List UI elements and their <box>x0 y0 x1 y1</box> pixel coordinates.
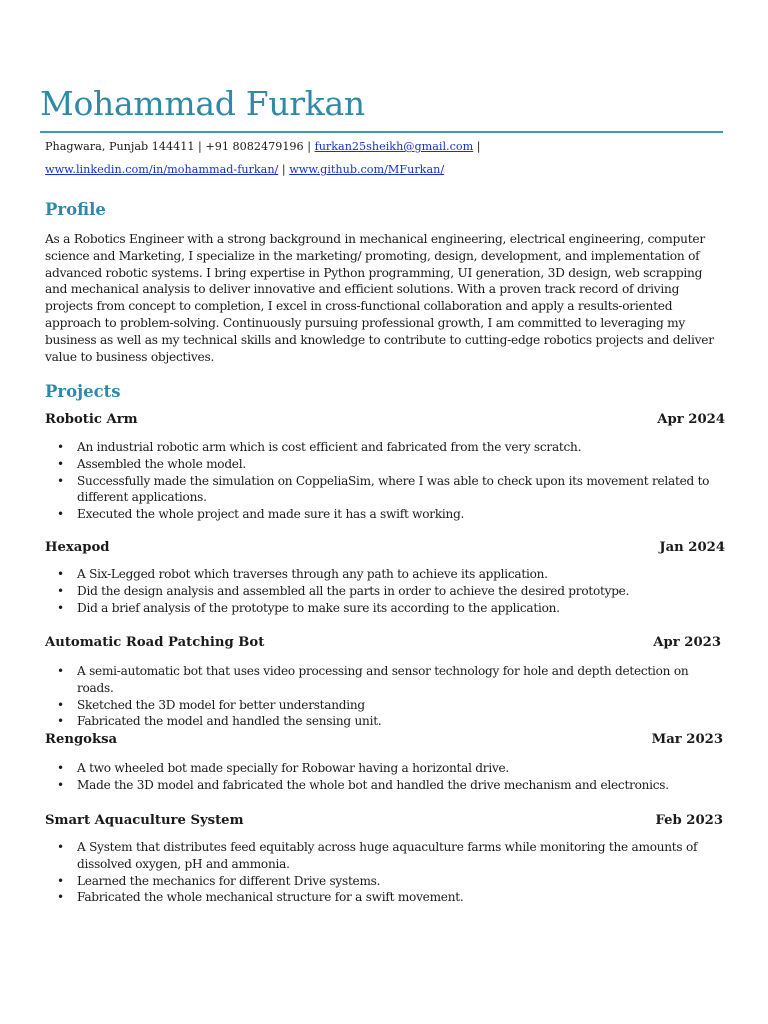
project-date: Jan 2024 <box>659 540 725 555</box>
location-phone: Phagwara, Punjab 144411 | +91 8082479196 | <box>45 140 315 153</box>
bullet-dot-icon: • <box>57 583 64 598</box>
project-name: Automatic Road Patching Bot <box>45 635 265 650</box>
projects-heading: Projects <box>45 382 121 401</box>
project-name: Rengoksa <box>45 732 118 747</box>
bullet-item: • Executed the whole project and made sure it has a swift working. <box>57 507 465 522</box>
bullet-dot-icon: • <box>57 890 64 905</box>
bullet-dot-icon: • <box>57 456 64 471</box>
project-bullets <box>45 760 727 794</box>
profile-summary: As a Robotics Engineer with a strong background in mechanical engineering, electrical engineering, computer science and Marketing, I specialize in the marketing/ promoting, design, development, and implementation of advanced robotic systems. I bring expertise in Python programming, UI generation, 3D design, web scrapping and mechanical analysis to deliver innovative and efficient solutions. With a proven track record of driving projects from concept to completion, I excel in cross-functional collaboration and apply a results-oriented approach to problem-solving. Continuously pursuing professional growth, I am committed to leveraging my business as well as my technical skills and knowledge to contribute to cutting-edge robotics projects and deliver value to business objectives. <box>45 232 714 364</box>
github-link[interactable]: www.github.com/MFurkan/ <box>289 163 445 176</box>
project-date: Mar 2023 <box>651 732 723 747</box>
bullet-dot-icon: • <box>57 840 64 854</box>
project-entry <box>45 732 725 792</box>
contact-line-1 <box>45 140 481 153</box>
bullet-dot-icon: • <box>57 600 64 615</box>
bullet-item: • Did the design analysis and assembled all the parts in order to achieve the desired prototype. <box>57 583 630 598</box>
bullet-dot-icon: • <box>57 440 64 454</box>
linkedin-link[interactable]: www.linkedin.com/in/mohammad-furkan/ <box>45 163 279 176</box>
project-bullets <box>45 663 727 730</box>
bullet-dot-icon: • <box>57 473 64 488</box>
project-bullets <box>45 439 727 523</box>
bullet-item: • Did a brief analysis of the prototype to make sure its according to the application. <box>57 600 560 615</box>
bullet-dot-icon: • <box>57 664 64 678</box>
project-name: Hexapod <box>45 540 110 555</box>
contact-separator: | <box>473 140 481 153</box>
bullet-dot-icon: • <box>57 567 64 581</box>
project-entry <box>45 635 725 729</box>
bullet-item: • Fabricated the model and handled the sensing unit. <box>57 714 382 729</box>
profile-heading: Profile <box>45 200 106 219</box>
bullet-item: • Made the 3D model and fabricated the whole bot and handled the drive mechanism and electronics. <box>57 777 669 792</box>
bullet-item: • A two wheeled bot made specially for Robowar having a horizontal drive. <box>57 761 510 775</box>
bullet-item: • An industrial robotic arm which is cost efficient and fabricated from the very scratch. <box>57 440 582 454</box>
bullet-item: • A System that distributes feed equitably across huge aquaculture farms while monitoring the amounts of dissolved oxygen, pH and ammonia. <box>57 840 698 871</box>
bullet-dot-icon: • <box>57 697 64 712</box>
header-divider <box>40 131 723 133</box>
project-bullets <box>45 839 727 906</box>
bullet-dot-icon: • <box>57 873 64 888</box>
bullet-item: • Fabricated the whole mechanical structure for a swift movement. <box>57 890 464 905</box>
bullet-dot-icon: • <box>57 507 64 522</box>
project-name: Robotic Arm <box>45 412 138 427</box>
project-name: Smart Aquaculture System <box>45 813 244 828</box>
bullet-item: • Successfully made the simulation on CoppeliaSim, where I was able to check upon its movement related to different applications. <box>57 473 710 505</box>
contact-separator: | <box>278 163 290 176</box>
bullet-item: • A Six-Legged robot which traverses through any path to achieve its application. <box>57 567 548 581</box>
project-date: Feb 2023 <box>655 813 723 828</box>
bullet-item: • A semi-automatic bot that uses video processing and sensor technology for hole and depth detection on roads. <box>57 664 689 695</box>
project-date: Apr 2024 <box>657 412 725 427</box>
email-link[interactable]: furkan25sheikh@gmail.com <box>314 140 474 153</box>
project-entry <box>45 540 725 615</box>
project-entry <box>45 813 725 905</box>
bullet-dot-icon: • <box>57 777 64 792</box>
bullet-item: • Sketched the 3D model for better understanding <box>57 697 365 712</box>
contact-line-2 <box>45 163 444 176</box>
project-bullets <box>45 566 727 616</box>
bullet-item: • Learned the mechanics for different Drive systems. <box>57 873 381 888</box>
bullet-item: • Assembled the whole model. <box>57 456 246 471</box>
project-entry <box>45 412 725 522</box>
candidate-name: Mohammad Furkan <box>40 84 365 123</box>
bullet-dot-icon: • <box>57 761 64 775</box>
project-date: Apr 2023 <box>653 635 721 650</box>
bullet-dot-icon: • <box>57 714 64 729</box>
